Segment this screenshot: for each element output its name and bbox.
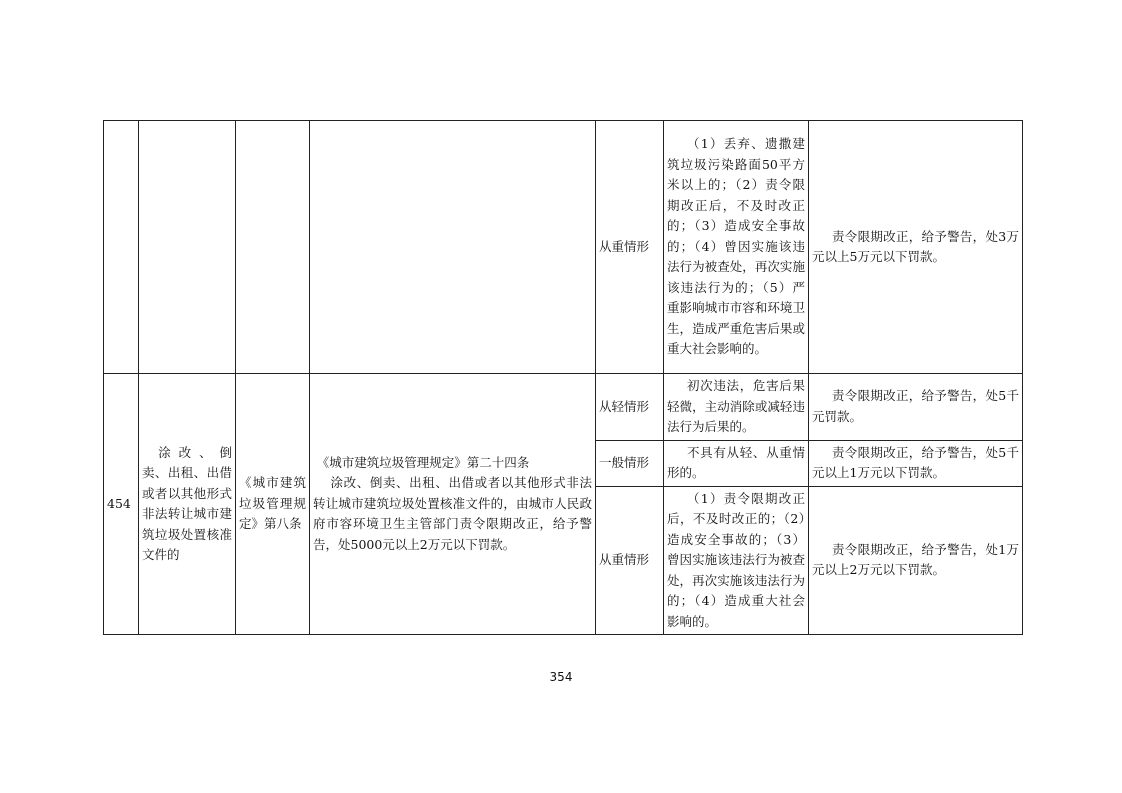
level-cell: 从重情形	[596, 486, 664, 635]
table-row	[104, 374, 1023, 441]
penalty-cell: 责令限期改正，给予警告，处1万元以上2万元以下罚款。	[809, 486, 1023, 635]
level-cell: 一般情形	[596, 440, 664, 486]
penalty-standards-table	[103, 120, 1023, 635]
level-cell: 从轻情形	[596, 374, 664, 441]
penalty-cell: 责令限期改正，给予警告，处5千元以上1万元以下罚款。	[809, 440, 1023, 486]
penalty-basis-title: 《城市建筑垃圾管理规定》第二十四条	[316, 454, 530, 470]
penalty-basis-cell	[310, 374, 596, 635]
illegal-behavior-cell: 涂改、倒卖、出租、出借或者以其他形式非法转让城市建筑垃圾处置核准文件的	[139, 374, 236, 635]
penalty-basis-body: 涂改、倒卖、出租、出借或者以其他形式非法转让城市建筑垃圾处置核准文件的，由城市人民政府市容环境卫生主管部门责令限期改正，给予警告，处5000元以上2万元以下罚款。	[313, 475, 592, 552]
number-cell	[104, 121, 139, 374]
circumstance-cell: 不具有从轻、从重情形的。	[664, 440, 809, 486]
table-row	[104, 121, 1023, 374]
circumstance-cell: 初次违法，危害后果轻微，主动消除或减轻违法行为后果的。	[664, 374, 809, 441]
penalty-cell: 责令限期改正，给予警告，处3万元以上5万元以下罚款。	[809, 121, 1023, 374]
behavior-cell	[139, 121, 236, 374]
penalty-basis-cell	[310, 121, 596, 374]
basis-cell	[236, 121, 310, 374]
circumstance-cell: （1）丢弃、遗撒建筑垃圾污染路面50平方米以上的；（2）责令限期改正后，不及时改正的；（3）造成安全事故的；（4）曾因实施该违法行为被查处，再次实施该违法行为的；（5）严重影响城市市容和环境卫生，造成严重危害后果或重大社会影响的。	[664, 121, 809, 374]
item-number-cell: 454	[104, 374, 139, 635]
level-cell: 从重情形	[596, 121, 664, 374]
circumstance-cell: （1）责令限期改正后，不及时改正的；（2）造成安全事故的；（3）曾因实施该违法行为被查处，再次实施该违法行为的；（4）造成重大社会影响的。	[664, 486, 809, 635]
legal-basis-cell: 《城市建筑垃圾管理规定》第八条	[236, 374, 310, 635]
page-number: 354	[549, 670, 573, 684]
penalty-cell: 责令限期改正，给予警告，处5千元罚款。	[809, 374, 1023, 441]
